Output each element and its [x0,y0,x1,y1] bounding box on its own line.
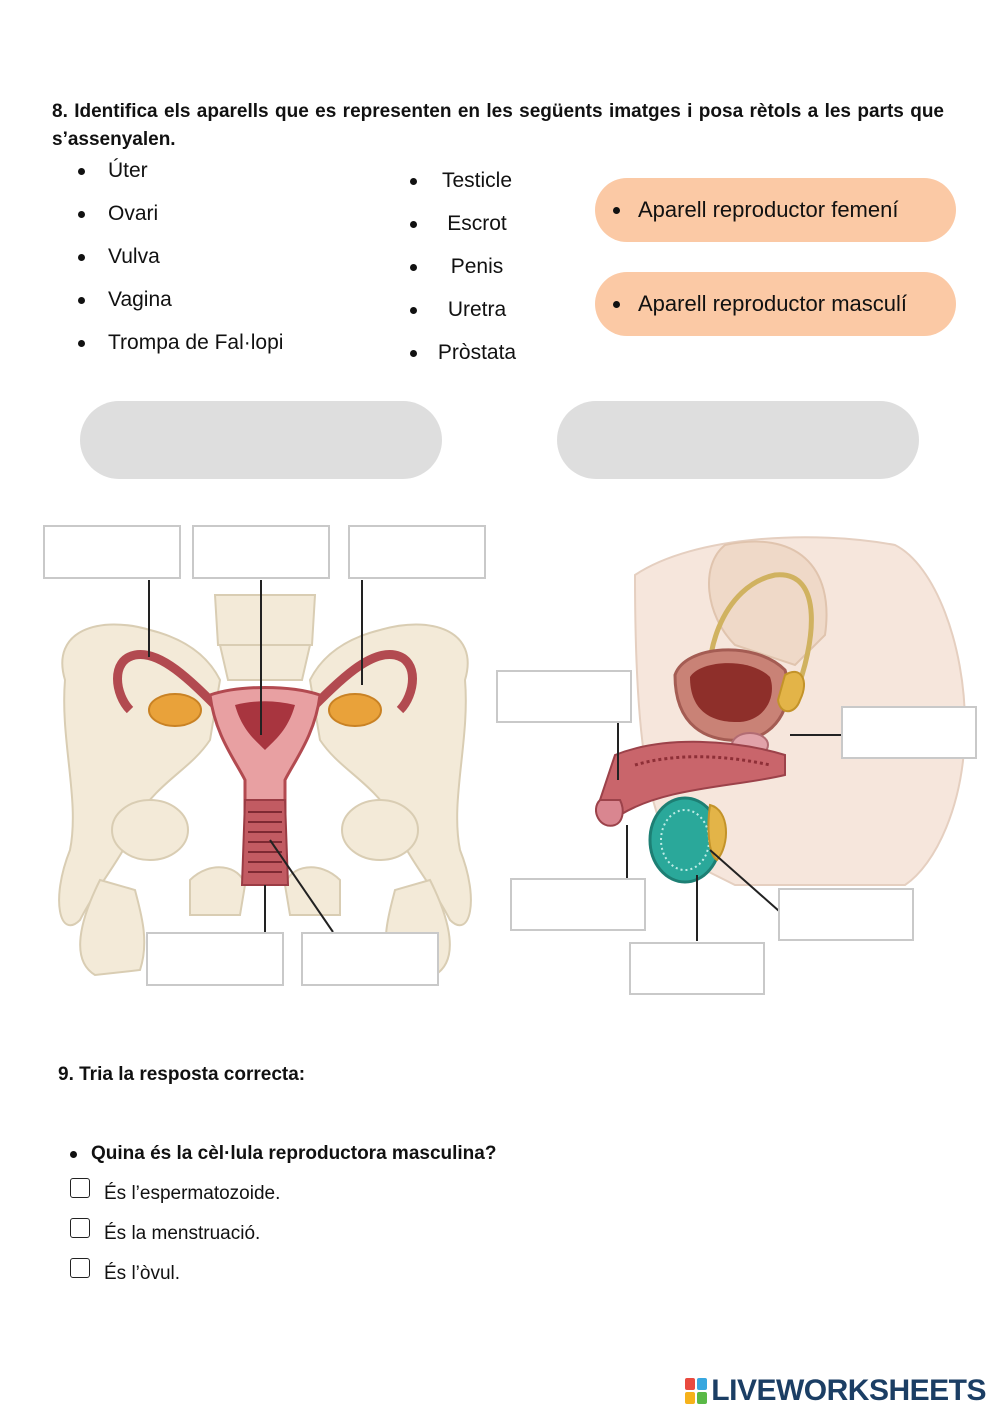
label-box-female-2[interactable] [192,525,330,579]
answer-option-2[interactable] [70,1223,260,1245]
question-9-prompt [70,1143,496,1165]
word-ovari: Ovari [78,201,283,244]
answer-option-label: És l’òvul. [104,1263,181,1284]
drag-option-male-system[interactable] [595,272,956,336]
answer-option-label: És l’espermatozoide. [104,1183,281,1204]
label-box-male-2[interactable] [841,706,977,759]
bullet-icon [613,207,620,214]
drop-zone-left-system[interactable] [80,401,442,479]
word-uretra: Uretra [410,297,532,340]
label-box-male-4[interactable] [778,888,914,941]
label-box-male-3[interactable] [510,878,646,931]
answer-option-label: És la menstruació. [104,1223,261,1244]
female-reproductive-illustration [40,520,490,1000]
word-uter: Úter [78,158,283,201]
female-word-list [78,158,283,373]
label-box-female-1[interactable] [43,525,181,579]
logo-tile-icon [685,1392,695,1404]
word-trompa: Trompa de Fal·lopi [78,330,283,373]
logo-tile-icon [697,1378,707,1390]
label-box-male-5[interactable] [629,942,765,995]
question-8-prompt: 8. Identifica els aparells que es representen en les següents imatges i posa rètols a les parts que s’assenyalen. [52,101,944,150]
checkbox[interactable] [70,1178,90,1198]
label-box-female-4[interactable] [146,932,284,986]
drop-zone-right-system[interactable] [557,401,919,479]
logo-tile-icon [697,1392,707,1404]
word-escrot: Escrot [410,211,532,254]
checkbox[interactable] [70,1258,90,1278]
liveworksheets-logo [685,1374,986,1408]
label-box-male-1[interactable] [496,670,632,723]
answer-option-1[interactable] [70,1183,280,1205]
word-testicle: Testicle [410,168,532,211]
checkbox[interactable] [70,1218,90,1238]
answer-option-3[interactable] [70,1263,180,1285]
bullet-icon [70,1151,77,1158]
logo-tile-icon [685,1378,695,1390]
drag-option-label: Aparell reproductor femení [638,197,899,222]
word-vulva: Vulva [78,244,283,287]
label-box-female-3[interactable] [348,525,486,579]
word-prostata: Pròstata [410,340,532,383]
label-box-female-5[interactable] [301,932,439,986]
question-9-text: Quina és la cèl·lula reproductora masculina? [91,1143,497,1164]
drag-option-female-system[interactable] [595,178,956,242]
male-word-list [410,168,532,383]
logo-mark-icon [685,1378,707,1404]
drag-option-label: Aparell reproductor masculí [638,291,908,316]
word-penis: Penis [410,254,532,297]
word-vagina: Vagina [78,287,283,330]
question-9-title: 9. Tria la resposta correcta: [58,1064,306,1085]
bullet-icon [613,301,620,308]
logo-text: LIVEWORKSHEETS [711,1374,986,1407]
